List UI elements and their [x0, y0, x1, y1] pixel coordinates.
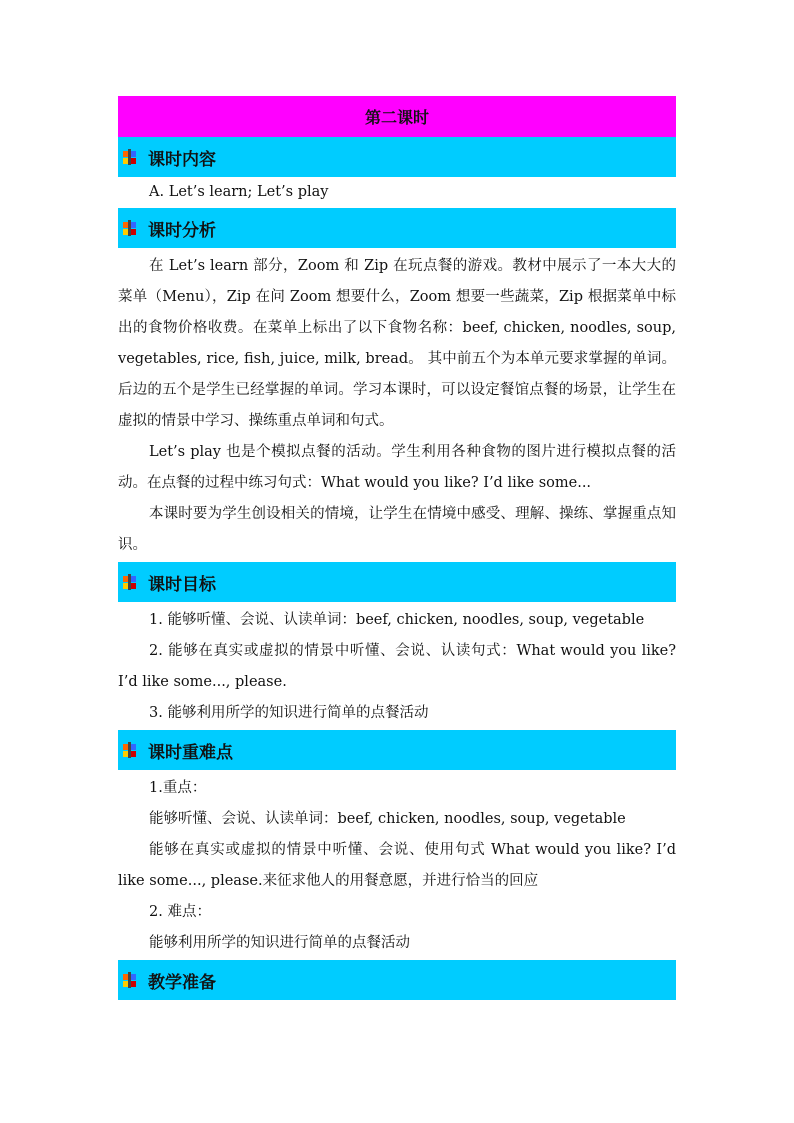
paragraph: A. Let’s learn; Let’s play: [149, 184, 329, 200]
section-heading-text: 课时分析: [148, 220, 216, 241]
section-heading-text: 课时重难点: [148, 742, 233, 763]
book-bullet-icon: [123, 150, 137, 164]
paragraph: 能够利用所学的知识进行简单的点餐活动: [149, 935, 410, 951]
list-item: 3. 能够利用所学的知识进行简单的点餐活动: [149, 705, 429, 721]
paragraph: 2. 难点：: [149, 904, 211, 920]
lesson-title: 第二课时: [118, 96, 676, 137]
paragraph: 在 Let’s learn 部分，Zoom 和 Zip 在玩点餐的游戏。教材中展示了一本大大的菜单（Menu），Zip 在问 Zoom 想要什么，Zoom 想要一些蔬菜，Zip 根据菜单中标出的食物价格收费。在菜单上标出了以下食物名称：beef, chicken, noodles, soup, vegetables, rice, fish, juice, milk, bread。 其中前五个为本单元要求掌握的单词。后边的五个是学生已经掌握的单词。学习本课时，可以设定餐馆点餐的场景，让学生在虚拟的情景中学习、操练重点单词和句式。: [118, 258, 676, 429]
paragraph: 能够在真实或虚拟的情景中听懂、会说、使用句式 What would you like? I’d like some..., please.来征求他人的用餐意愿，并进行恰当的回应: [118, 842, 676, 889]
book-bullet-icon: [123, 973, 137, 987]
section-heading-text: 课时内容: [148, 149, 216, 170]
section-heading-text: 教学准备: [148, 972, 216, 993]
section-heading-analysis: [118, 208, 676, 248]
paragraph: 能够听懂、会说、认读单词：beef, chicken, noodles, soup, vegetable: [149, 811, 626, 827]
paragraph: Let’s play 也是个模拟点餐的活动。学生利用各种食物的图片进行模拟点餐的活动。在点餐的过程中练习句式：What would you like? I’d like some...: [118, 444, 676, 491]
section-heading-key-points: [118, 730, 676, 770]
paragraph: 本课时要为学生创设相关的情境，让学生在情境中感受、理解、操练、掌握重点知识。: [118, 506, 676, 553]
section-heading-content: [118, 137, 676, 177]
section-heading-preparation: [118, 960, 676, 1000]
document-page: [118, 96, 676, 1000]
list-item: 1. 能够听懂、会说、认读单词：beef, chicken, noodles, soup, vegetable: [149, 612, 645, 628]
book-bullet-icon: [123, 221, 137, 235]
section-heading-text: 课时目标: [148, 574, 216, 595]
list-item: 2. 能够在真实或虚拟的情景中听懂、会说、认读句式：What would you like? I’d like some..., please.: [118, 643, 676, 690]
paragraph: 1.重点：: [149, 780, 207, 796]
book-bullet-icon: [123, 575, 137, 589]
section-heading-goals: [118, 562, 676, 602]
book-bullet-icon: [123, 743, 137, 757]
